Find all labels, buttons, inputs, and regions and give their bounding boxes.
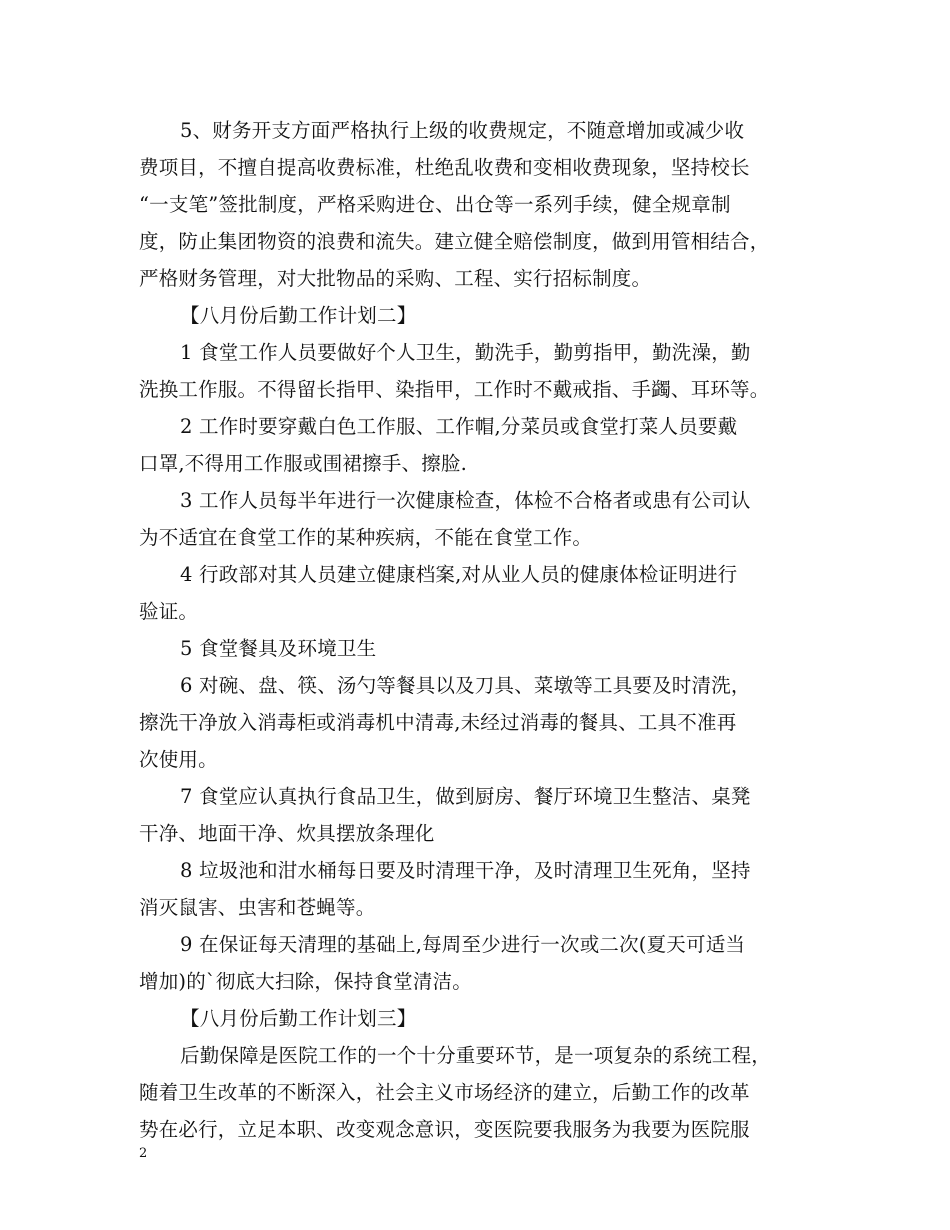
text-line: 严格财务管理，对大批物品的采购、工程、实行招标制度。 (139, 267, 652, 290)
text-line: 消灭鼠害、虫害和苍蝇等。 (139, 896, 376, 919)
text-line: 5 食堂餐具及环境卫生 (180, 637, 377, 660)
text-line: 1 食堂工作人员要做好个人卫生，勤洗手，勤剪指甲，勤洗澡，勤 (180, 341, 751, 364)
text-line: 后勤保障是医院工作的一个十分重要环节，是一项复杂的系统工程， (180, 1044, 772, 1067)
text-line: 度，防止集团物资的浪费和流失。建立健全赔偿制度，做到用管相结合， (139, 230, 770, 253)
text-line: 干净、地面干净、炊具摆放条理化 (139, 822, 435, 845)
text-line: 3 工作人员每半年进行一次健康检查，体检不合格者或患有公司认 (180, 489, 751, 512)
text-line: 费项目，不擅自提高收费标准，杜绝乱收费和变相收费现象，坚持校长 (139, 156, 750, 179)
text-line: 7 食堂应认真执行食品卫生，做到厨房、餐厅环境卫生整洁、桌凳 (180, 785, 751, 808)
text-line: 次使用。 (139, 748, 218, 771)
text-line: 2 工作时要穿戴白色工作服、工作帽,分菜员或食堂打菜人员要戴 (180, 415, 738, 438)
text-line: 8 垃圾池和泔水桶每日要及时清理干净，及时清理卫生死角，坚持 (180, 859, 751, 882)
text-line: 洗换工作服。不得留长指甲、染指甲，工作时不戴戒指、手蠲、耳环等。 (139, 378, 770, 401)
text-line: 验证。 (139, 600, 199, 623)
text-line: 6 对碗、盘、筷、汤勺等餐具以及刀具、菜墩等工具要及时清洗， (180, 674, 751, 697)
text-line: 9 在保证每天清理的基础上,每周至少进行一次或二次(夏天可适当 (180, 933, 746, 956)
text-line: 势在必行，立足本职、改变观念意识，变医院要我服务为我要为医院服 (139, 1118, 750, 1141)
text-line: “一支笔”签批制度，严格采购进仓、出仓等一系列手续，健全规章制 (139, 193, 731, 216)
text-line: 擦洗干净放入消毒柜或消毒机中清毒,未经过消毒的餐具、工具不准再 (139, 711, 737, 734)
text-line: 4 行政部对其人员建立健康档案,对从业人员的健康体检证明进行 (180, 563, 738, 586)
page-number: 2 (139, 1146, 148, 1161)
text-line: 随着卫生改革的不断深入，社会主义市场经济的建立，后勤工作的改革 (139, 1081, 750, 1104)
text-line: 【八月份后勤工作计划二】 (180, 304, 417, 327)
document-body (139, 112, 815, 1148)
text-line: 增加)的`彻底大扫除，保持食堂清洁。 (139, 970, 472, 993)
text-line: 口罩,不得用工作服或围裙擦手、擦脸. (139, 452, 467, 475)
text-line: 5、财务开支方面严格执行上级的收费规定，不随意增加或减少收 (180, 119, 745, 142)
text-line: 【八月份后勤工作计划三】 (180, 1007, 417, 1030)
text-line: 为不适宜在食堂工作的某种疾病，不能在食堂工作。 (139, 526, 593, 549)
